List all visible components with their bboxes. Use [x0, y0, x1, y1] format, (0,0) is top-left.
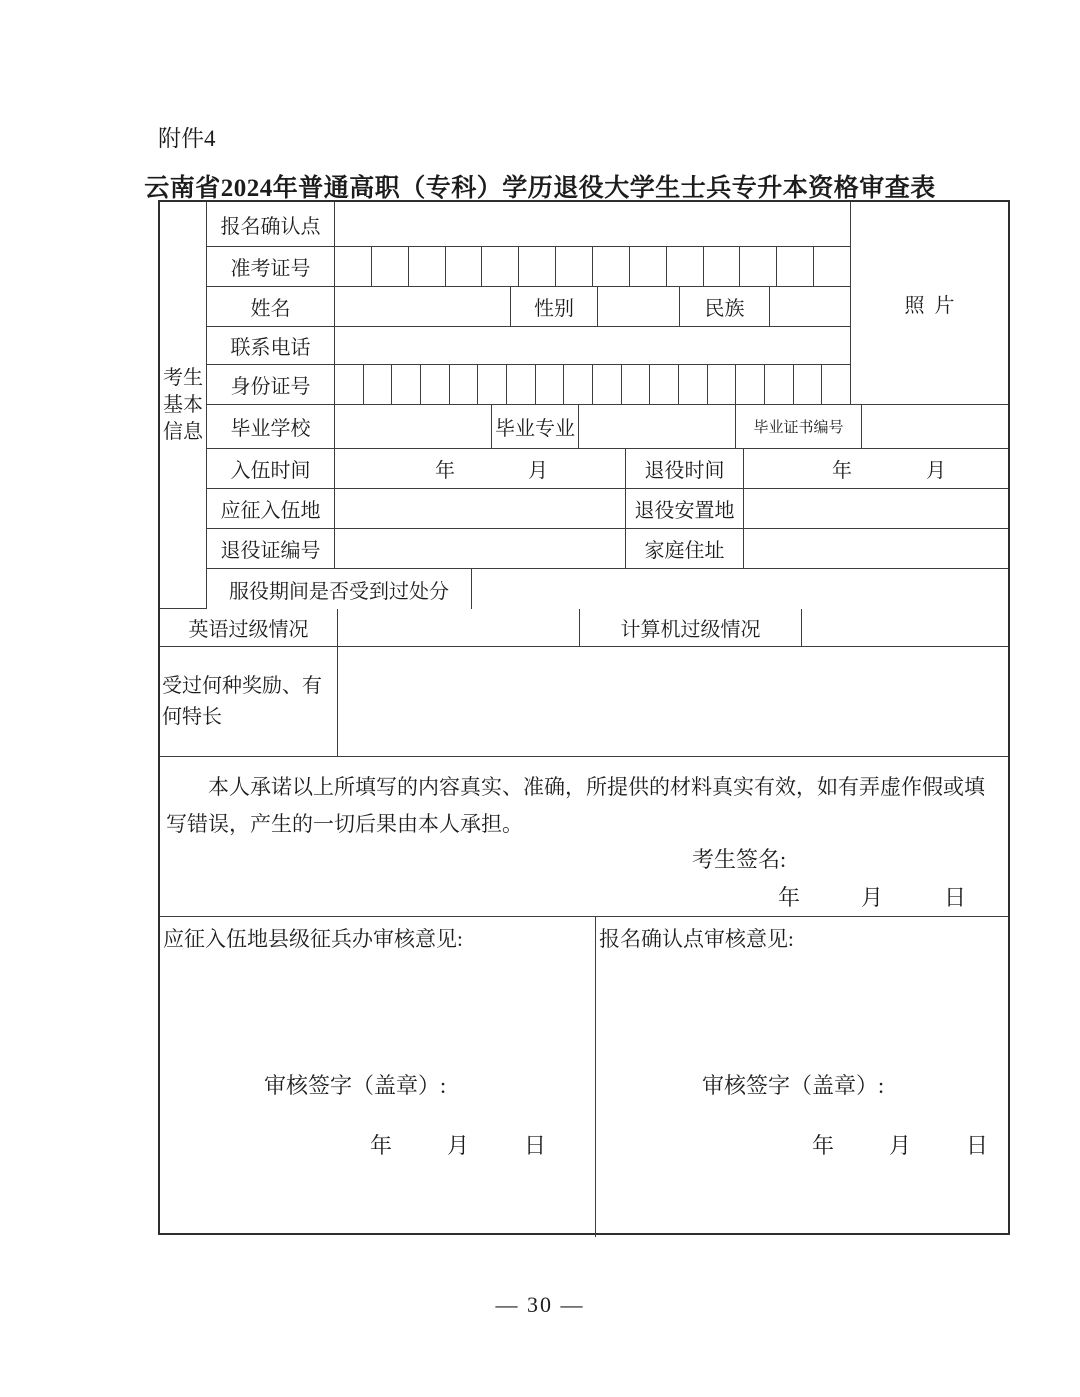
- basic-info-section-label: [160, 202, 207, 609]
- gender-value: [598, 287, 680, 326]
- ticket-digit-cell: [446, 247, 483, 286]
- address-value: [744, 529, 1008, 568]
- id-digit-cell: [364, 365, 393, 404]
- month-label: 月: [528, 460, 548, 482]
- candidate-date-line: [778, 881, 966, 912]
- review-sign-label: 审核签字（盖章）:: [702, 1073, 885, 1098]
- month-label: 月: [926, 460, 946, 482]
- id-digit-cell: [765, 365, 794, 404]
- id-digit-cell: [622, 365, 651, 404]
- row-phone: [207, 327, 850, 365]
- ticket-digit-cell: [519, 247, 556, 286]
- id-digit-cell: [794, 365, 823, 404]
- ticket-digit-cell: [667, 247, 704, 286]
- diploma-no-value: [862, 405, 1008, 448]
- ticket-digit-cell: [335, 247, 372, 286]
- row-school-major-diploma: [207, 405, 1008, 449]
- row-ticket-no: [207, 247, 850, 287]
- review-sign-label: 审核签字（盖章）:: [264, 1073, 447, 1098]
- attachment-label: 附件4: [158, 126, 216, 151]
- row-punishment: [207, 569, 1008, 609]
- row-enlist-resettle-place: [207, 489, 1008, 529]
- computer-level-label: 计算机过级情况: [580, 609, 802, 646]
- awards-label: 受过何种奖励、有何特长: [160, 647, 338, 756]
- review-section: [160, 917, 1008, 1237]
- phone-label: 联系电话: [207, 327, 335, 364]
- photo-label: 照片: [904, 294, 965, 317]
- computer-level-value: [802, 609, 1008, 646]
- enlist-place-value: [335, 489, 626, 528]
- phone-value: [335, 327, 850, 364]
- id-digit-cell: [335, 365, 364, 404]
- day-label: 日: [524, 1133, 547, 1158]
- major-label: 毕业专业: [492, 405, 579, 448]
- ticket-digit-cell: [409, 247, 446, 286]
- enlist-office-review-box: [160, 917, 596, 1237]
- discharge-cert-label: 退役证编号: [207, 529, 335, 568]
- ticket-digit-cell: [630, 247, 667, 286]
- id-digit-cell: [736, 365, 765, 404]
- year-label: 年: [778, 885, 801, 910]
- address-label: 家庭住址: [626, 529, 744, 568]
- page-number: — 30 —: [495, 1292, 585, 1317]
- english-level-label: 英语过级情况: [160, 609, 338, 646]
- commitment-text: 本人承诺以上所填写的内容真实、准确，所提供的材料真实有效，如有弄虚作假或填写错误，产生的一切后果由本人承担。: [166, 775, 985, 836]
- id-digit-cell: [507, 365, 536, 404]
- year-label: 年: [832, 460, 852, 482]
- ticket-digit-cell: [482, 247, 519, 286]
- month-label: 月: [889, 1133, 912, 1158]
- id-digit-cell: [679, 365, 708, 404]
- year-label: 年: [812, 1133, 835, 1158]
- ticket-digit-cell: [372, 247, 409, 286]
- row-enlist-discharge-time: [207, 449, 1008, 489]
- candidate-signature-label: 考生签名:: [692, 847, 787, 872]
- row-id-no: [207, 365, 850, 405]
- ticket-no-label: 准考证号: [207, 247, 335, 286]
- major-value: [579, 405, 736, 448]
- ticket-digit-cell: [814, 247, 850, 286]
- discharge-time-label: 退役时间: [626, 449, 744, 488]
- school-label: 毕业学校: [207, 405, 335, 448]
- id-no-label: 身份证号: [207, 365, 335, 404]
- review-form-table: [158, 200, 1010, 1235]
- name-value: [335, 287, 511, 326]
- enlist-office-review-title: 应征入伍地县级征兵办审核意见:: [163, 927, 463, 951]
- sidebar-line: 考生: [163, 366, 203, 389]
- punishment-value: [472, 569, 1008, 609]
- photo-cell: [850, 202, 1008, 405]
- day-label: 日: [966, 1133, 989, 1158]
- enlist-place-label: 应征入伍地: [207, 489, 335, 528]
- discharge-cert-value: [335, 529, 626, 568]
- ticket-digit-cell: [740, 247, 777, 286]
- day-label: 日: [944, 885, 967, 910]
- ticket-digit-cell: [777, 247, 814, 286]
- id-digit-cell: [650, 365, 679, 404]
- enlist-time-label: 入伍时间: [207, 449, 335, 488]
- year-label: 年: [370, 1133, 393, 1158]
- discharge-time-value: [744, 449, 1008, 488]
- row-confirm-point: [207, 202, 850, 247]
- ethnic-label: 民族: [680, 287, 770, 326]
- month-label: 月: [861, 885, 884, 910]
- confirm-point-review-box: [596, 917, 1008, 1237]
- resettle-place-value: [744, 489, 1008, 528]
- basic-info-section: [160, 202, 1008, 609]
- confirm-point-value: [335, 202, 850, 246]
- punishment-label: 服役期间是否受到过处分: [207, 569, 472, 609]
- review-date-line: [370, 1129, 546, 1160]
- gender-label: 性别: [511, 287, 598, 326]
- month-label: 月: [447, 1133, 470, 1158]
- awards-value: [338, 647, 1008, 756]
- id-digit-cell: [392, 365, 421, 404]
- id-digit-cell: [536, 365, 565, 404]
- id-digit-cell: [564, 365, 593, 404]
- row-awards: [160, 647, 1008, 757]
- row-name-gender-ethnic: [207, 287, 850, 327]
- page-title: 云南省2024年普通高职（专科）学历退役大学生士兵专升本资格审查表: [144, 175, 936, 202]
- sidebar-line: 基本: [163, 393, 203, 416]
- id-digit-cell: [450, 365, 479, 404]
- school-value: [335, 405, 492, 448]
- diploma-no-label: 毕业证书编号: [736, 405, 862, 448]
- ethnic-value: [770, 287, 850, 326]
- confirm-point-review-title: 报名确认点审核意见:: [599, 927, 794, 951]
- ticket-digit-cell: [556, 247, 593, 286]
- ticket-digit-cell: [704, 247, 741, 286]
- english-level-value: [338, 609, 580, 646]
- review-date-line: [812, 1129, 988, 1160]
- id-digit-cell: [421, 365, 450, 404]
- name-label: 姓名: [207, 287, 335, 326]
- id-digit-cell: [822, 365, 850, 404]
- id-digit-cell: [478, 365, 507, 404]
- commitment-section: [160, 757, 1008, 917]
- ticket-digit-cell: [593, 247, 630, 286]
- row-english-computer: [160, 609, 1008, 647]
- resettle-place-label: 退役安置地: [626, 489, 744, 528]
- confirm-point-label: 报名确认点: [207, 202, 335, 246]
- id-digit-cell: [708, 365, 737, 404]
- enlist-time-value: [335, 449, 626, 488]
- year-label: 年: [435, 460, 455, 482]
- id-digit-cell: [593, 365, 622, 404]
- commitment-cell: [160, 757, 1008, 916]
- row-cert-address: [207, 529, 1008, 569]
- sidebar-line: 信息: [163, 420, 203, 443]
